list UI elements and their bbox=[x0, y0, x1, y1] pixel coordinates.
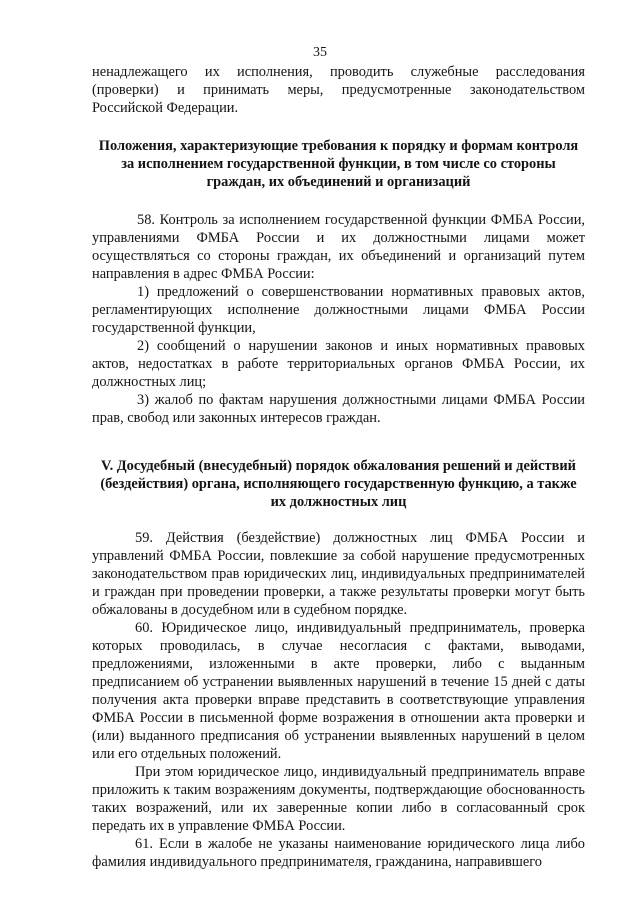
paragraph-58: 58. Контроль за исполнением государственной функции ФМБА России, управлениями ФМБА России и их должностными лицами может осуществляться со стороны граждан, их объединений и организаций путем направления в адрес ФМБА России: bbox=[92, 212, 585, 282]
page-number: 35 bbox=[313, 45, 327, 60]
section-heading-control: Положения, характеризующие требования к порядку и формам контроля за исполнением государственной функции, в том числе со стороны граждан, их объединений и организаций bbox=[98, 138, 579, 190]
section-heading-appeal: V. Досудебный (внесудебный) порядок обжалования решений и действий (бездействия) органа, исполняющего государственную функцию, а также их должностных лиц bbox=[100, 458, 577, 510]
continuation-paragraph: ненадлежащего их исполнения, проводить служебные расследования (проверки) и принимать меры, предусмотренные законодательством Российской Федерации. bbox=[92, 64, 585, 116]
text-column bbox=[92, 63, 585, 871]
list-item-2: 2) сообщений о нарушении законов и иных нормативных правовых актов, недостатках в работе территориальных органов ФМБА России, их должностных лиц; bbox=[92, 338, 585, 390]
list-item-3: 3) жалоб по фактам нарушения должностными лицами ФМБА России прав, свобод или законных интересов граждан. bbox=[92, 392, 585, 426]
paragraph-60: 60. Юридическое лицо, индивидуальный предприниматель, проверка которых проводилась, в случае несогласия с фактами, выводами, предложениями, изложенными в акте проверки, либо с выданным предписанием об устранении выявленных нарушений в течение 15 дней с даты получения акта проверки вправе представить в соответствующие управления ФМБА России в письменной форме возражения в отношении акта проверки и (или) выданного предписания об устранении выявленных нарушений в целом или его отдельных положений. bbox=[92, 620, 585, 762]
paragraph-59: 59. Действия (бездействие) должностных лиц ФМБА России и управлений ФМБА России, повлекшие за собой нарушение предусмотренных законодательством прав юридических лиц, индивидуальных предпринимателей и граждан при проведении проверки, а также результаты проверки могут быть обжалованы в досудебном или в судебном порядке. bbox=[92, 530, 585, 618]
paragraph-61: 61. Если в жалобе не указаны наименование юридического лица либо фамилия индивидуального предпринимателя, гражданина, направившего bbox=[92, 836, 585, 870]
list-item-1: 1) предложений о совершенствовании нормативных правовых актов, регламентирующих исполнение должностными лицами ФМБА России государственной функции, bbox=[92, 284, 585, 336]
paragraph-60-continued: При этом юридическое лицо, индивидуальный предприниматель вправе приложить к таким возражениям документы, подтверждающие обоснованность таких возражений, или их заверенные копии либо в согласованный срок передать их в управление ФМБА России. bbox=[92, 764, 585, 834]
